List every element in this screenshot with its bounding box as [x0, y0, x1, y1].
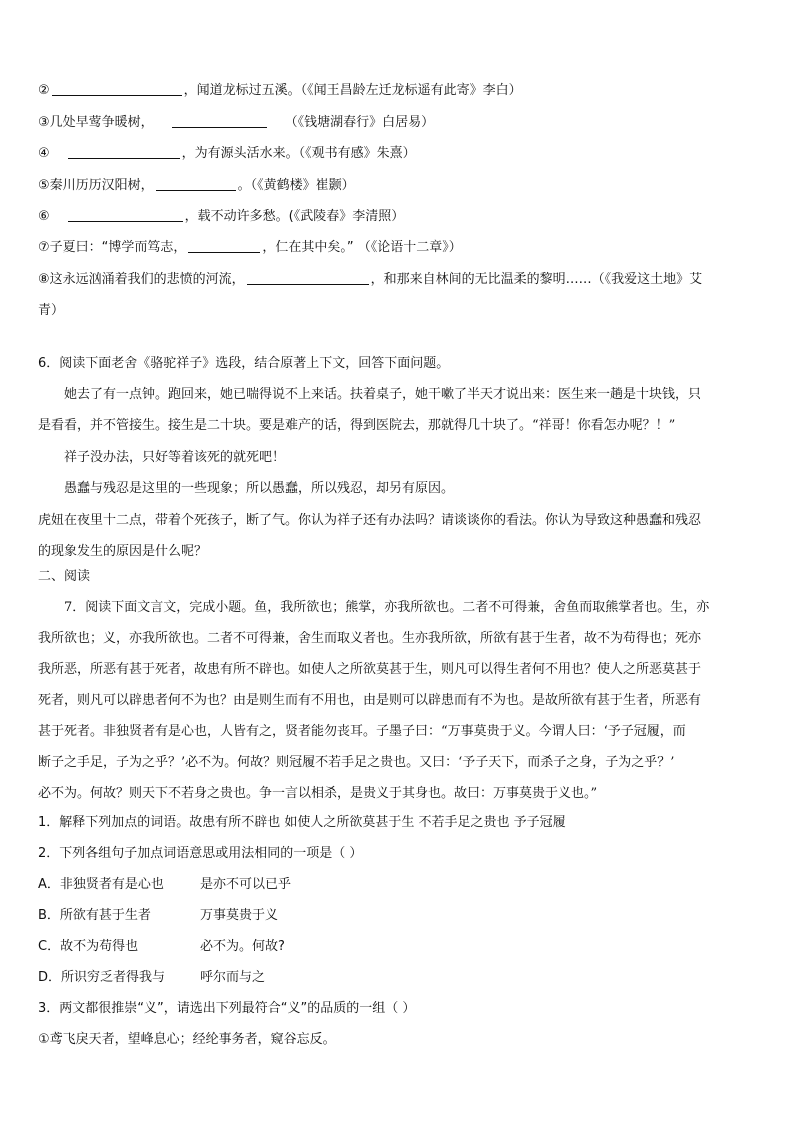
sub-question-1: 1．解释下列加点的词语。故患有所不辟也 如使人之所欲莫甚于生 不若手足之贵也 予子冠履: [38, 815, 566, 830]
passage-7-line-4: 死者，则凡可以辟患者何不为也？由是则生而有不用也，由是则可以辟患而有不为也。是故所欲有甚于生者，所恶有: [38, 693, 702, 708]
answer-blank[interactable]: [172, 114, 267, 128]
sub-question-3: 3．两文都很推崇“义”，请选出下列最符合“义”的品质的一组（ ）: [38, 1001, 416, 1016]
answer-blank[interactable]: [52, 82, 182, 96]
fill-item-3: ③几处早莺争暖树， （《钱塘湖春行》白居易）: [38, 115, 435, 130]
passage-6-para-1a: 她去了有一点钟。跑回来，她已喘得说不上来话。扶着桌子，她干嗽了半天才说出来：医生来一趟是十块钱，只: [64, 387, 702, 402]
passage-6-para-1b: 是看看，并不管接生。接生是二十块。要是难产的话，得到医院去，那就得几十块了。“祥哥！你看怎办呢？！”: [38, 418, 676, 433]
passage-7-line-3: 我所恶，所恶有甚于死者，故患有所不辟也。如使人之所欲莫甚于生，则凡可以得生者何不用也？使人之所恶莫甚于: [38, 662, 702, 677]
sub-question-3-item-1: ①鸢飞戾天者，望峰息心；经纶事务者，窥谷忘反。: [38, 1032, 336, 1047]
question-6-prompt: 6．阅读下面老舍《骆驼祥子》选段，结合原著上下文，回答下面问题。: [38, 356, 450, 371]
option-c[interactable]: C．故不为苟得也 必不为。何故?: [38, 939, 285, 954]
option-b[interactable]: B．所欲有甚于生者 万事莫贵于义: [38, 908, 279, 923]
fill-item-8-continued: 青）: [38, 303, 65, 318]
fill-item-6: ⑥ ，载不动许多愁。(《武陵春》李清照）: [38, 209, 405, 224]
fill-item-4: ④ ，为有源头活水来。（《观书有感》朱熹）: [38, 146, 416, 161]
passage-7-line-1: 7．阅读下面文言文，完成小题。鱼，我所欲也；熊掌，亦我所欲也。二者不可得兼，舍鱼而取熊掌者也。生，亦: [64, 600, 710, 615]
sub-question-2: 2．下列各组句子加点词语意思或用法相同的一项是（ ）: [38, 846, 363, 861]
fill-item-2: ② ，闻道龙标过五溪。（《闻王昌龄左迁龙标遥有此寄》李白）: [38, 83, 522, 98]
passage-6-para-2: 祥子没办法，只好等着该死的就死吧！: [64, 450, 286, 465]
option-a[interactable]: A．非独贤者有是心也 是亦不可以已乎: [38, 877, 292, 892]
section-heading: 二、阅读: [38, 569, 91, 584]
answer-blank[interactable]: [156, 177, 236, 191]
answer-blank[interactable]: [188, 239, 260, 253]
question-6-task-1: 虎妞在夜里十二点，带着个死孩子，断了气。你认为祥子还有办法吗？请谈谈你的看法。你认为导致这种愚蠢和残忍: [38, 513, 702, 528]
fill-item-7: ⑦子夏曰：“博学而笃志， ，仁在其中矣。” （《论语十二章》）: [38, 240, 462, 255]
passage-6-para-3: 愚蠢与残忍是这里的一些现象；所以愚蠢，所以残忍，却另有原因。: [64, 481, 455, 496]
question-6-task-2: 的现象发生的原因是什么呢？: [38, 544, 208, 559]
option-d[interactable]: D．所识穷乏者得我与 呼尔而与之: [38, 970, 266, 985]
passage-7-line-7: 必不为。何故？则天下不若身之贵也。争一言以相杀，是贵义于其身也。故曰：万事莫贵于义也。”: [38, 786, 598, 801]
passage-7-line-6: 断子之手足，子为之乎？’必不为。何故？则冠履不若手足之贵也。又曰：‘予子天下，而杀子之身，子为之乎？’: [38, 755, 675, 770]
answer-blank[interactable]: [68, 145, 180, 159]
fill-item-8: ⑧这永远汹涌着我们的悲愤的河流， ，和那来自林间的无比温柔的黎明……（《我爱这土地》艾: [38, 272, 703, 287]
passage-7-line-2: 我所欲也；义，亦我所欲也。二者不可得兼，舍生而取义者也。生亦我所欲，所欲有甚于生者，故不为苟得也；死亦: [38, 631, 702, 646]
answer-blank[interactable]: [247, 271, 369, 285]
fill-item-5: ⑤秦川历历汉阳树， 。（《黄鹤楼》崔颢）: [38, 178, 355, 193]
passage-7-line-5: 甚于死者。非独贤者有是心也，人皆有之，贤者能勿丧耳。子墨子曰：“万事莫贵于义。今谓人曰：‘予子冠履，而: [38, 724, 686, 739]
answer-blank[interactable]: [68, 208, 183, 222]
